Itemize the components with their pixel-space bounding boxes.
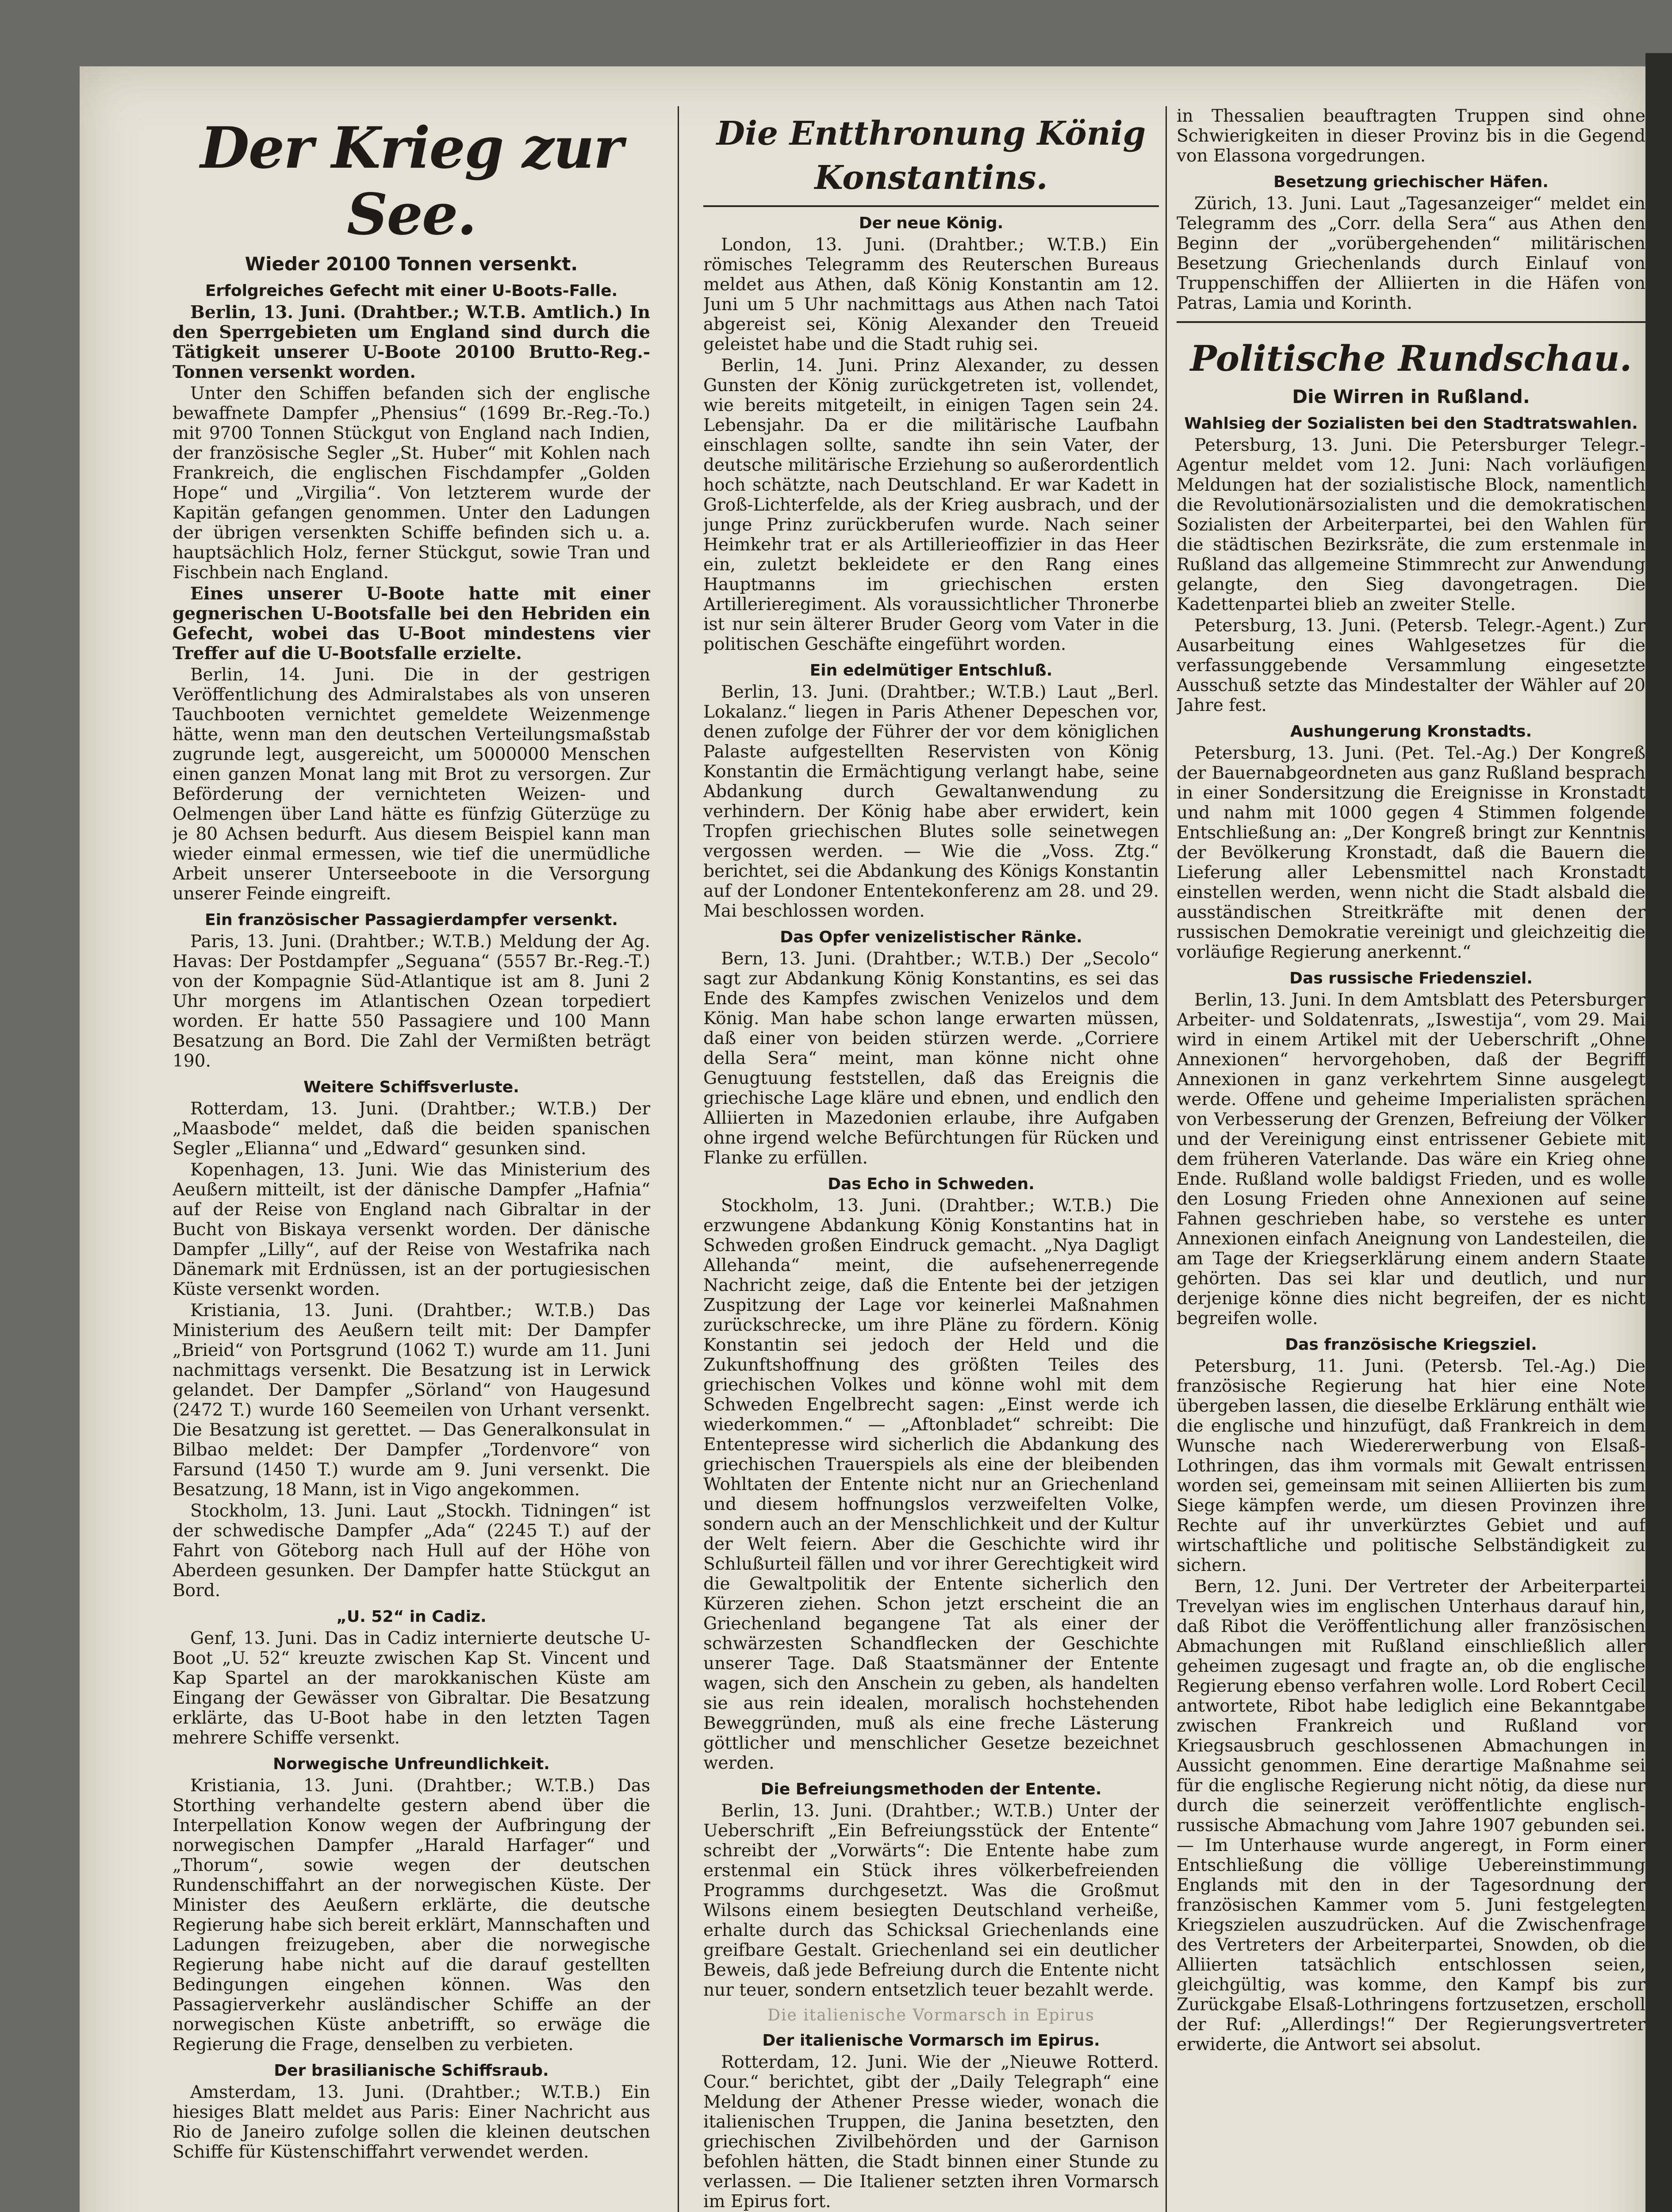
article-paragraph: Zürich, 13. Juni. Laut „Tagesanzeiger“ meldet ein Telegramm des „Corr. della Sera“ aus Athen den Beginn der „vorübergehenden“ militärischen Besetzung Griechenlands durch Einlauf von Truppenschiffen der Alliierten in die Häfen von Patras, Lamia und Korinth. — [1177, 194, 1645, 313]
subheadline: Die Wirren in Rußland. — [1292, 386, 1530, 407]
article-heading: Der neue König. — [859, 214, 1004, 232]
article-paragraph: Petersburg, 13. Juni. (Pet. Tel.-Ag.) Der Kongreß der Bauernabgeordneten aus ganz Rußland besprach in einer Sondersitzung die Ereignisse in Kronstadt und nahm mit 1000 gegen 4 Stimmen folgende Entschließung an: „Der Kongreß bringt zur Kenntnis der Bevölkerung Kronstadt, daß die Bauern die Lieferung aller Lebensmittel nach Kronstadt einstellen werden, wenn nicht die Stadt alsbald die ausständischen Streitkräfte mit denen der russischen Demokratie vereinigt und gleichzeitig die vorläufige Regierung anerkennt.“ — [1177, 743, 1645, 962]
article-paragraph: Kristiania, 13. Juni. (Drahtber.; W.T.B.) Das Ministerium des Aeußern teilt mit: Der Dampfer „Brieid“ von Portsgrund (1062 T.) wurde am 11. Juni nachmittags versenkt. Die Besatzung ist in Lerwick gelandet. Der Dampfer „Sörland“ von Haugesund (2472 T.) wurde 160 Seemeilen von Urhant versenkt. Die Besatzung ist gerettet. — Das Generalkonsulat in Bilbao meldet: Der Dampfer „Tordenvore“ von Farsund (1450 T.) wurde am 9. Juni versenkt. Die Besatzung, 18 Mann, ist in Vigo angekommen. — [173, 1301, 650, 1500]
article-heading: Ein französischer Passagierdampfer versenkt. — [205, 911, 618, 929]
article-heading: Wahlsieg der Sozialisten bei den Stadtratswahlen. — [1184, 415, 1638, 433]
article-paragraph: Berlin, 13. Juni. (Drahtber.; W.T.B.) Unter der Ueberschrift „Ein Befreiungsstück der Entente“ schreibt der „Vorwärts“: Die Entente habe zum erstenmal ein Stück ihres völkerbefreienden Programms durchgesetzt. Was die Großmut Wilsons einem besiegten Deutschland verheiße, erhalte durch das Schicksal Griechenlands eine greifbare Gestalt. Griechenland sei ein deutlicher Beweis, daß jede Befreiung durch die Entente nicht nur teuer, sondern entsetzlich teuer bezahlt werde. — [703, 1801, 1159, 2000]
article-paragraph: Berlin, 14. Juni. Prinz Alexander, zu dessen Gunsten der König zurückgetreten ist, vollendet, wie bereits mitgeteilt, in einigen Tagen sein 24. Lebensjahr. Da er die militärische Laufbahn einschlagen sollte, sandte ihn sein Vater, der deutsche militärische Erziehung so außerordentlich hoch schätzte, nach Deutschland. Er war Kadett in Groß-Lichterfelde, als der Krieg ausbrach, und der junge Prinz zurückberufen wurde. Nach seiner Heimkehr trat er als Artillerieoffizier in das Heer ein, zuletzt bekleidete er den Rang eines Hauptmanns im griechischen ersten Artillerieregiment. Als voraussichtlicher Thronerbe ist nur sein älterer Bruder Georg vom Vater in die politischen Geschäfte eingeführt worden. — [703, 356, 1159, 654]
article-paragraph: Eines unserer U-Boote hatte mit einer gegnerischen U-Bootsfalle bei den Hebriden ein Gefecht, wobei das U-Boot mindestens vier Treffer auf die U-Bootsfalle erzielte. — [173, 584, 650, 664]
article-paragraph: Paris, 13. Juni. (Drahtber.; W.T.B.) Meldung der Ag. Havas: Der Postdampfer „Seguana“ (5557 Br.-Reg.-T.) von der Kompagnie Süd-Atlantique ist am 8. Juni 2 Uhr morgens im Atlantischen Ozean torpediert worden. Er hatte 550 Passagiere und 100 Mann Besatzung an Bord. Die Zahl der Vermißten beträgt 190. — [173, 932, 650, 1071]
article-paragraph: Kopenhagen, 13. Juni. Wie das Ministerium des Aeußern mitteilt, ist der dänische Dampfer „Hafnia“ auf der Reise von England nach Gibraltar in der Bucht von Biskaya versenkt worden. Der dänische Dampfer „Lilly“, auf der Reise von Westafrika nach Dänemark mit Erdnüssen, ist an der portugiesischen Küste versenkt worden. — [173, 1160, 650, 1299]
article-heading: Norwegische Unfreundlichkeit. — [273, 1755, 550, 1773]
article-paragraph: Berlin, 14. Juni. Die in der gestrigen Veröffentlichung des Admiralstabes als von unseren Tauchbooten vernichtet gemeldete Weizenmenge hätte, wenn man den deutschen Verteilungsmaßstab zugrunde legt, ausgereicht, um 5000000 Menschen einen ganzen Monat lang mit Brot zu versorgen. Zur Beförderung der vernichteten Weizen- und Oelmengen über Land hätte es fünfzig Güterzüge zu je 80 Achsen bedurft. Aus diesem Beispiel kann man wieder einmal ermessen, wie tief die unermüdliche Arbeit unserer Unterseeboote in die Versorgung unserer Feinde eingreift. — [173, 665, 650, 904]
article-heading: Das Echo in Schweden. — [828, 1175, 1035, 1193]
scan-edge — [1645, 53, 1672, 2212]
article-paragraph: Petersburg, 13. Juni. Die Petersburger Telegr.-Agentur meldet vom 12. Juni: Nach vorläufigen Meldungen hat der sozialistische Block, namentlich die Revolutionärsozialisten und die demokratischen Sozialisten der Arbeiterpartei, bei den Wahlen für die städtischen Bezirksräte, die zum erstenmale in Rußland das allgemeine Stimmrecht zur Anwendung gelangte, den Sieg davongetragen. Die Kadettenpartei blieb an zweiter Stelle. — [1177, 435, 1645, 614]
article-heading: Besetzung griechischer Häfen. — [1273, 173, 1549, 191]
article-paragraph: Stockholm, 13. Juni. Laut „Stockh. Tidningen“ ist der schwedische Dampfer „Ada“ (2245 T.) auf der Fahrt von Göteborg nach Hull auf der Höhe von Aberdeen gesunken. Der Dampfer hatte Stückgut an Bord. — [173, 1501, 650, 1601]
article-heading: Aushungerung Kronstadts. — [1290, 722, 1532, 741]
column-2 — [703, 106, 1159, 2212]
article-paragraph: London, 13. Juni. (Drahtber.; W.T.B.) Ein römisches Telegramm des Reuterschen Bureaus meldet aus Athen, daß König Konstantin am 12. Juni um 5 Uhr nachmittags aus Athen nach Tatoi abgereist sei, König Alexander den Treueid geleistet habe und die Stadt ruhig sei. — [703, 235, 1159, 354]
section-title: Der Krieg zur See. — [200, 115, 623, 248]
article-heading: Das französische Kriegsziel. — [1285, 1336, 1537, 1354]
article-paragraph: Berlin, 13. Juni. (Drahtber.; W.T.B. Amtlich.) In den Sperrgebieten um England sind durch die Tätigkeit unserer U-Boote 20100 Brutto-Reg.-Tonnen versenkt worden. — [173, 302, 650, 382]
article-heading: Der italienische Vormarsch im Epirus. — [762, 2032, 1100, 2050]
article-heading: Das russische Friedensziel. — [1289, 969, 1533, 987]
subheadline: Erfolgreiches Gefecht mit einer U-Boots-Falle. — [205, 282, 618, 300]
article-paragraph: Rotterdam, 12. Juni. Wie der „Nieuwe Rotterd. Cour.“ berichtet, gibt der „Daily Telegraph“ eine Meldung der Athener Presse wieder, wonach die italienischen Truppen, die Janina besetzten, den griechischen Zivilbehörden und der Garnison befohlen hätten, die Stadt binnen einer Stunde zu verlassen. — Die Italiener setzten ihren Vormarsch im Epirus fort. — [703, 2052, 1159, 2212]
column-3 — [1177, 106, 1645, 2212]
article-paragraph: Petersburg, 13. Juni. (Petersb. Telegr.-Agent.) Zur Ausarbeitung eines Wahlgesetzes für die verfassunggebende Versammlung eingesetzte Ausschuß setzte das Mindestalter der Wähler auf 20 Jahre fest. — [1177, 616, 1645, 715]
section-title: Politische Rundschau. — [1190, 338, 1632, 379]
article-paragraph: Genf, 13. Juni. Das in Cadiz internierte deutsche U-Boot „U. 52“ kreuzte zwischen Kap St. Vincent und Kap Spartel an der marokkanischen Küste am Eingang der Gewässer von Gibraltar. Die Besatzung erklärte, das U-Boot habe in den letzten Tagen mehrere Schiffe versenkt. — [173, 1628, 650, 1748]
article-heading: Der brasilianische Schiffsraub. — [274, 2062, 549, 2080]
article-paragraph: Rotterdam, 13. Juni. (Drahtber.; W.T.B.) Der „Maasbode“ meldet, daß die beiden spanischen Segler „Elianna“ und „Edward“ gesunken sind. — [173, 1099, 650, 1159]
column-1 — [173, 106, 650, 2212]
article-paragraph: Bern, 13. Juni. (Drahtber.; W.T.B.) Der „Secolo“ sagt zur Abdankung König Konstantins, es sei das Ende des Kampfes zwischen Venizelos und dem König. Man habe schon lange erwarten müssen, daß einer von beiden stürzen werde. „Corriere della Sera“ meint, man könne nicht ohne Genugtuung feststellen, daß das Ereignis die griechische Lage kläre und ebnen, und endlich den Alliierten in Mazedonien erlaube, ihre Aufgaben ohne irgend welche Befürchtungen für Rücken und Flanke zu erfüllen. — [703, 949, 1159, 1168]
article-paragraph: Kristiania, 13. Juni. (Drahtber.; W.T.B.) Das Storthing verhandelte gestern abend über die Interpellation Konow wegen der Aufbringung der norwegischen Dampfer „Harald Harfager“ und „Thorum“, sowie wegen der deutschen Rundenschiffahrt an der norwegischen Küste. Der Minister des Aeußern erklärte, die deutsche Regierung habe sich bereit erklärt, Mannschaften und Ladungen freizugeben, aber die norwegische Regierung habe nicht auf die darauf gestellten Bedingungen eingehen können. Was den Passagierverkehr ausländischer Schiffe an der norwegischen Küste anbetrifft, so erwäge die Regierung die Frage, denselben zu verbieten. — [173, 1776, 650, 2055]
article-paragraph: Berlin, 13. Juni. In dem Amtsblatt des Petersburger Arbeiter- und Soldatenrats, „Iswestija“, vom 29. Mai wird in einem Artikel mit der Ueberschrift „Ohne Annexionen“ hervorgehoben, daß der Begriff Annexionen in ganz verkehrtem Sinne ausgelegt werde. Offene und geheime Imperialisten sprächen von Verbesserung der Grenzen, Befreiung der Völker und der Vereinigung einst entrissener Gebiete mit dem früheren Vaterlande. Das wäre ein Krieg ohne Ende. Rußland wolle baldigst Frieden, und es wolle den Losung Frieden ohne Annexionen auf seine Fahnen geschrieben habe, so verstehe es unter Annexionen einfach Aneignung von Landesteilen, die am Tage der Kriegserklärung einem andern Staate gehörten. Das sei klar und deutlich, und nur derjenige könne dies nicht begreifen, der es nicht begreifen wolle. — [1177, 990, 1645, 1329]
article-heading: Das Opfer venizelistischer Ränke. — [780, 928, 1082, 946]
headline: Wieder 20100 Tonnen versenkt. — [245, 253, 578, 275]
article-paragraph: in Thessalien beauftragten Truppen sind ohne Schwierigkeiten in dieser Provinz bis in die Gegend von Elassona vorgedrungen. — [1177, 106, 1645, 166]
article-heading: Ein edelmütiger Entschluß. — [809, 661, 1053, 680]
article-heading: Die Befreiungsmethoden der Entente. — [760, 1780, 1102, 1798]
column-rule — [1166, 106, 1167, 2212]
article-paragraph: Bern, 12. Juni. Der Vertreter der Arbeiterpartei Trevelyan wies im englischen Unterhaus darauf hin, daß Ribot die Veröffentlichung aller französischen Abmachungen mit Rußland einschließlich aller geheimen zugesagt und fragte an, ob die englische Regierung ebenso verfahren wolle. Lord Robert Cecil antwortete, Ribot habe lediglich eine Bekanntgabe zwischen Frankreich und Rußland vor Kriegsausbruch geschlossenen Abmachungen in Aussicht genommen. Eine derartige Maßnahme sei für die englische Regierung nicht nötig, da diese nur durch die seinerzeit veröffentlichte englisch-russische Abmachung vom Jahre 1907 gebunden sei. — Im Unterhause wurde angeregt, in Form einer Entschließung die völlige Uebereinstimmung Englands mit den in der Tagesordnung der französischen Kammer vom 5. Juni festgelegten Kriegszielen auszudrücken. Auf die Zwischenfrage des Vertreters der Arbeiterpartei, Snowden, ob die Alliierten tatsächlich entschlossen seien, gleichgültig, was komme, den Kampf bis zur Zurückgabe Elsaß-Lothringens fortzusetzen, erscholl der Ruf: „Allerdings!“ Der Regierungsvertreter erwiderte, die Antwort sei absolut. — [1177, 1577, 1645, 2055]
column-rule — [678, 106, 679, 2212]
article-heading: „U. 52“ in Cadiz. — [336, 1608, 487, 1626]
faded-heading: Die italienische Vormarsch in Epirus — [767, 2006, 1095, 2024]
section-divider — [1177, 321, 1645, 323]
article-paragraph: Stockholm, 13. Juni. (Drahtber.; W.T.B.) Die erzwungene Abdankung König Konstantins hat in Schweden großen Eindruck gemacht. „Nya Dagligt Allehanda“ meint, die aufsehenerregende Nachricht zeige, daß die Entente bei der jetzigen Zuspitzung der Lage vor keinerlei Maßnahmen zurückschrecke, um ihre Pläne zu fördern. König Konstantin sei jedoch der Held und die Zukunftshoffnung des größten Teiles des griechischen Volkes und könne wohl mit dem Schweden Engelbrecht sagen: „Einst werde ich wiederkommen.“ — „Aftonbladet“ schreibt: Die Ententepresse wird sicherlich die Abdankung des griechischen Trauerspiels als eine der bleibenden Wohltaten der Entente nicht nur an Griechenland und diesem hoffnungslos verzweifelten Volke, sondern auch an der Menschlichkeit und der Kultur der Welt feiern. Aber die Geschichte wird ihr Schlußurteil fällen und vor ihrer Gerechtigkeit wird die Gewaltpolitik der Entente sicherlich den Kürzeren ziehen. Schon jetzt erscheint die an Griechenland begangene Tat als einer der schwärzesten Schandflecken der Geschichte unserer Tage. Daß Staatsmänner der Entente wagen, sich den Anschein zu geben, als handelten sie aus rein idealen, moralisch hochstehenden Beweggründen, muß als eine freche Lästerung göttlicher und menschlicher Gesetze bezeichnet werden. — [703, 1196, 1159, 1773]
article-paragraph: Berlin, 13. Juni. (Drahtber.; W.T.B.) Laut „Berl. Lokalanz.“ liegen in Paris Athener Depeschen vor, denen zufolge der Führer der vor dem königlichen Palaste aufgestellten Reservisten von König Konstantin die Ermächtigung verlangt habe, seine Abdankung durch Gewaltanwendung zu verhindern. Der König habe aber erwidert, kein Tropfen griechischen Blutes solle seinetwegen vergossen werden. — Wie die „Voss. Ztg.“ berichtet, sei die Abdankung des Königs Konstantin auf der Londoner Ententekonferenz am 28. und 29. Mai beschlossen worden. — [703, 682, 1159, 921]
article-heading: Weitere Schiffsverluste. — [303, 1078, 519, 1096]
article-paragraph: Unter den Schiffen befanden sich der englische bewaffnete Dampfer „Phensius“ (1699 Br.-Reg.-To.) mit 9700 Tonnen Stückgut von England nach Indien, der französische Segler „St. Huber“ mit Kohlen nach Frankreich, die englischen Fischdampfer „Golden Hope“ und „Virgilia“. Von letzterem wurde der Kapitän gefangen genommen. Unter den Ladungen der übrigen versenkten Schiffe befinden sich u. a. hauptsächlich Holz, ferner Stückgut, sowie Tran und Fischbein nach England. — [173, 384, 650, 583]
article-paragraph: Amsterdam, 13. Juni. (Drahtber.; W.T.B.) Ein hiesiges Blatt meldet aus Paris: Einer Nachricht aus Rio de Janeiro zufolge sollen die kleinen deutschen Schiffe für Küstenschiffahrt verwendet werden. — [173, 2082, 650, 2162]
article-paragraph: Petersburg, 11. Juni. (Petersb. Tel.-Ag.) Die französische Regierung hat hier eine Note übergeben lassen, die dieselbe Erklärung enthält wie die englische und hinzufügt, daß Frankreich in dem Wunsche nach Wiedererwerbung von Elsaß-Lothringen, das ihm vormals mit Gewalt entrissen worden sei, gemeinsam mit seinen Alliierten bis zum Siege kämpfen werde, um diesen Provinzen ihre Rechte auf ihr unverkürztes Gebiet und auf wirtschaftliche und politische Selbständigkeit zu sichern. — [1177, 1356, 1645, 1575]
section-title: Die Entthronung König Konstantins. — [703, 111, 1159, 207]
